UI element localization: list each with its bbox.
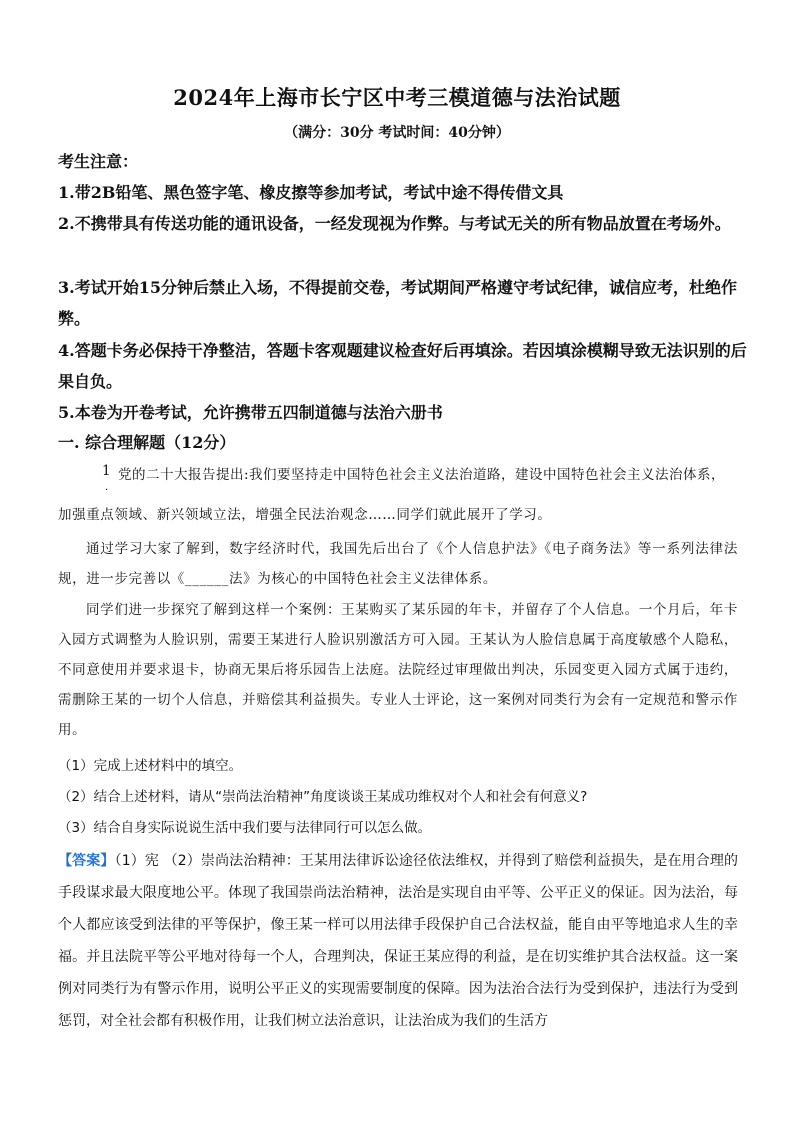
notice-item-1: 1.带2B铅笔、黑色签字笔、橡皮擦等参加考试，考试中途不得传借文具 — [58, 183, 564, 202]
notice-item-4: 4.答题卡务必保持干净整洁，答题卡客观题建议检查好后再填涂。若因填涂模糊导致无法识别的后果自负。 — [58, 341, 747, 391]
sub-question-3: （3）结合自身实际说说生活中我们要与法律同行可以怎么做。 — [58, 820, 432, 836]
notice-item-5: 5.本卷为开卷考试，允许携带五四制道德与法治六册书 — [58, 403, 443, 422]
paragraph-2-after-blank: 法》为核心的中国特色社会主义法律体系。 — [229, 571, 497, 587]
answer-text: （1）宪 （2）崇尚法治精神：王某用法律诉讼途径依法维权，并得到了赔偿利益损失，是在用合理的手段谋求最大限度地公平。体现了我国崇尚法治精神，法治是实现自由平等、公平正义的保证。因为法治，每个人都应该受到法律的平等保护，像王某一样可以用法律手段保护自己合法权益，能自由平等地追求人生的幸福。并且法院平等公平地对待每一个人，合理判决，保证王某应得的利益，是在切实维护其合法权益。这一案例对同类行为有警示作用，说明公平正义的实现需要制度的保障。因为法治合法行为受到保护，违法行为受到惩罚，对全社会都有积极作用，让我们树立法治意识，让法治成为我们的生活方 — [58, 853, 739, 1029]
question-stem-line2: 加强重点领域、新兴领域立法，增强全民法治观念……同学们就此展开了学习。 — [58, 507, 552, 523]
answer-block — [58, 845, 738, 1037]
answer-tag: 【答案】 — [58, 853, 115, 869]
notice-item-2: 2.不携带具有传送功能的通讯设备，一经发现视为作弊。与考试无关的所有物品放置在考场外。 — [58, 214, 731, 233]
question-number-dot: ． — [105, 482, 115, 493]
section-heading: 一. 综合理解题（12分） — [58, 433, 236, 452]
sub-question-1: （1）完成上述材料中的填空。 — [58, 758, 243, 774]
notice-item-3: 3.考试开始15分钟后禁止入场，不得提前交卷，考试期间严格遵守考试纪律，诚信应考，杜绝作弊。 — [58, 278, 737, 328]
question-paragraph-2 — [58, 534, 738, 594]
exam-title: 2024年上海市长宁区中考三模道德与法治试题 — [173, 85, 621, 110]
question-stem-line1: 党的二十大报告提出:我们要坚持走中国特色社会主义法治道路，建设中国特色社会主义法治体系， — [118, 467, 726, 483]
sub-question-2: （2）结合上述材料，请从“崇尚法治精神”角度谈谈王某成功维权对个人和社会有何意义? — [58, 789, 588, 805]
exam-subtitle: （满分：30分 考试时间：40分钟） — [284, 125, 510, 141]
question-paragraph-3: 同学们进一步探究了解到这样一个案例：王某购买了某乐园的年卡，并留存了个人信息。一个月后，年卡入园方式调整为人脸识别，需要王某进行人脸识别激活方可入园。王某认为人脸信息属于高度敏感个人隐私，不同意使用并要求退卡，协商无果后将乐园告上法庭。法院经过审理做出判决，乐园变更入园方式属于违约，需删除王某的一切个人信息，并赔偿其利益损失。专业人士评论，这一案例对同类行为会有一定规范和警示作用。 — [58, 602, 738, 738]
question-number: 1 — [102, 463, 111, 479]
fill-in-blank: ______ — [184, 571, 230, 587]
paragraph-2-before-blank: 通过学习大家了解到，数字经济时代，我国先后出台了《个人信息护法》《电子商务法》等一系列法律法规，进一步完善以《 — [58, 541, 738, 587]
notice-heading: 考生注意： — [58, 152, 139, 171]
